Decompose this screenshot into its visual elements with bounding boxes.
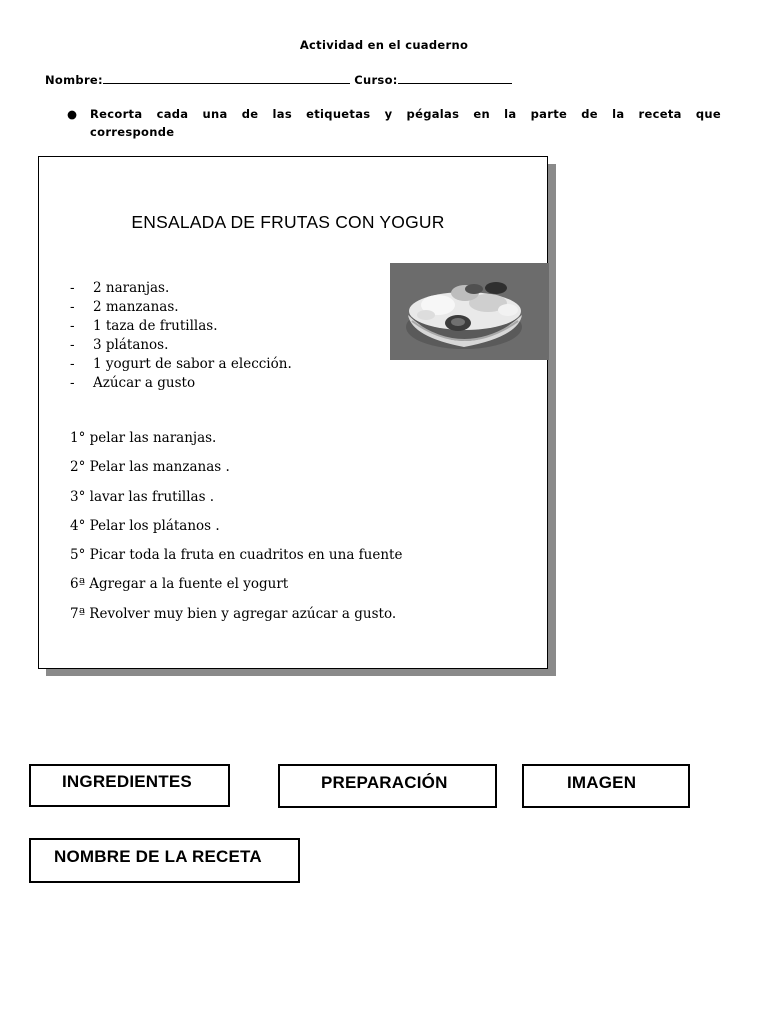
ingredient-text: 1 taza de frutillas. xyxy=(93,318,218,334)
name-label: Nombre: xyxy=(45,73,103,87)
instruction-text: Recorta cada una de las etiquetas y pégalas en la parte de la receta que corresponde xyxy=(90,107,721,139)
ingredient-text: 3 plátanos. xyxy=(93,337,169,353)
course-line xyxy=(398,71,512,84)
image-label[interactable] xyxy=(522,764,690,808)
recipe-title: ENSALADA DE FRUTAS CON YOGUR xyxy=(131,212,445,232)
ingredients-list xyxy=(70,279,292,393)
ingredient-text: 2 naranjas. xyxy=(93,280,170,296)
ingredient-text: 2 manzanas. xyxy=(93,299,179,315)
step-item: 6ª Agregar a la fuente el yogurt xyxy=(70,576,289,593)
step-item: 4° Pelar los plátanos . xyxy=(70,517,220,534)
dash: - xyxy=(70,356,75,372)
step-item: 7ª Revolver muy bien y agregar azúcar a gusto. xyxy=(70,605,397,622)
fruit-salad-photo xyxy=(390,263,549,360)
ingredient-text: Azúcar a gusto xyxy=(93,375,196,391)
image-label-text: IMAGEN xyxy=(567,773,637,792)
dash: - xyxy=(70,280,75,296)
dash: - xyxy=(70,337,75,353)
course-label: Curso: xyxy=(354,73,398,87)
preparation-label-text: PREPARACIÓN xyxy=(321,773,448,792)
name-line xyxy=(103,71,350,84)
recipe-name-label[interactable] xyxy=(29,838,300,883)
dash: - xyxy=(70,299,75,315)
recipe-name-label-text: NOMBRE DE LA RECETA xyxy=(54,847,262,866)
preparation-label[interactable] xyxy=(278,764,497,808)
step-item: 3° lavar las frutillas . xyxy=(70,488,215,505)
ingredient-item xyxy=(70,298,292,317)
ingredient-item xyxy=(70,336,292,355)
step-item: 1° pelar las naranjas. xyxy=(70,430,217,446)
worksheet-title: Actividad en el cuaderno xyxy=(299,38,469,52)
bullet-icon: ● xyxy=(67,107,78,121)
dash: - xyxy=(70,375,75,391)
dash: - xyxy=(70,318,75,334)
ingredients-label-text: INGREDIENTES xyxy=(62,772,192,791)
fruit-bowl-icon xyxy=(390,263,549,360)
step-item: 5° Picar toda la fruta en cuadritos en una fuente xyxy=(70,547,403,564)
ingredient-item xyxy=(70,279,292,298)
instruction xyxy=(68,105,721,141)
step-item: 2° Pelar las manzanas . xyxy=(70,459,230,476)
preparation-steps xyxy=(70,430,402,635)
ingredient-item xyxy=(70,374,292,393)
ingredients-label[interactable] xyxy=(29,764,230,807)
ingredient-text: 1 yogurt de sabor a elección. xyxy=(93,356,292,372)
ingredient-item xyxy=(70,317,292,336)
student-fields xyxy=(45,71,512,87)
ingredient-item xyxy=(70,355,292,374)
